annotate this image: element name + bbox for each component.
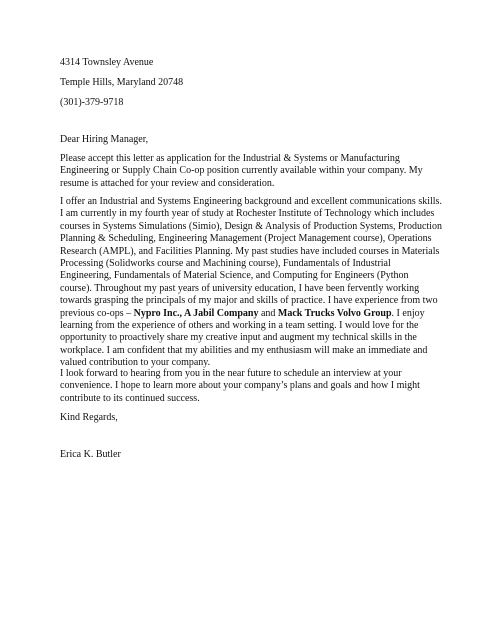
paragraph-background-text (60, 196, 442, 370)
paragraph-intro-text: Please accept this letter as application for the Industrial & Systems or Manufacturing Engineering or Supply Chain Co-op position currently available within your company. My resume is attached for your review and consideration. (60, 153, 423, 189)
salutation-text: Dear Hiring Manager, (60, 134, 149, 145)
company-nypro: Nypro Inc., A Jabil Company (133, 307, 259, 319)
paragraph-closing-text: I look forward to hearing from you in the near future to schedule an interview at your convenience. I hope to learn more about your company’s plans and goals and how I might contribute to its continued success. (60, 368, 420, 404)
company-mack-trucks: Mack Trucks Volvo Group (277, 307, 392, 319)
closing-text: Kind Regards, (60, 412, 118, 423)
paragraph-intro (60, 153, 442, 190)
paragraph-background-part1: I offer an Industrial and Systems Engineering background and excellent communications skills. I am currently in my fourth year of study at Rochester Institute of Technology which includes courses in Systems Simulations (Simio), Design & Analysis of Production Systems, Production Planning & Scheduling, Engineering Management (Project Management course), Operations Research (AMPL), and Facilities Planning. My past studies have included courses in Materials Processing (Solidworks course and Machining course), Fundamentals of Industrial Engineering, Fundamentals of Material Science, and Computing for Engineers (Python course). Throughout my past years of university education, I have been fervently working towards grasping the principals of my major and skills of practice. I have experience from two previous co-ops – (60, 196, 442, 319)
sender-phone-text: (301)-379-9718 (60, 97, 124, 108)
signature-name (60, 449, 442, 461)
conjunction-and: and (258, 307, 278, 319)
sender-phone (60, 97, 442, 109)
closing (60, 412, 442, 424)
paragraph-background-part2: . I enjoy learning from the experience of others and working in a team setting. I would love for the opportunity to proactively share my creative input and augment my technical skills in the workplace. I am confident that my abilities and my enthusiasm will make an immediate and valued contribution to your company. (60, 307, 428, 369)
sender-street (60, 57, 442, 69)
sender-city-state-zip (60, 77, 442, 89)
signature-name-text: Erica K. Butler (60, 449, 121, 460)
sender-street-text: 4314 Townsley Avenue (60, 57, 154, 68)
paragraph-closing (60, 368, 442, 405)
salutation (60, 134, 442, 146)
paragraph-background (60, 196, 442, 370)
sender-city-text: Temple Hills, Maryland 20748 (60, 77, 184, 88)
